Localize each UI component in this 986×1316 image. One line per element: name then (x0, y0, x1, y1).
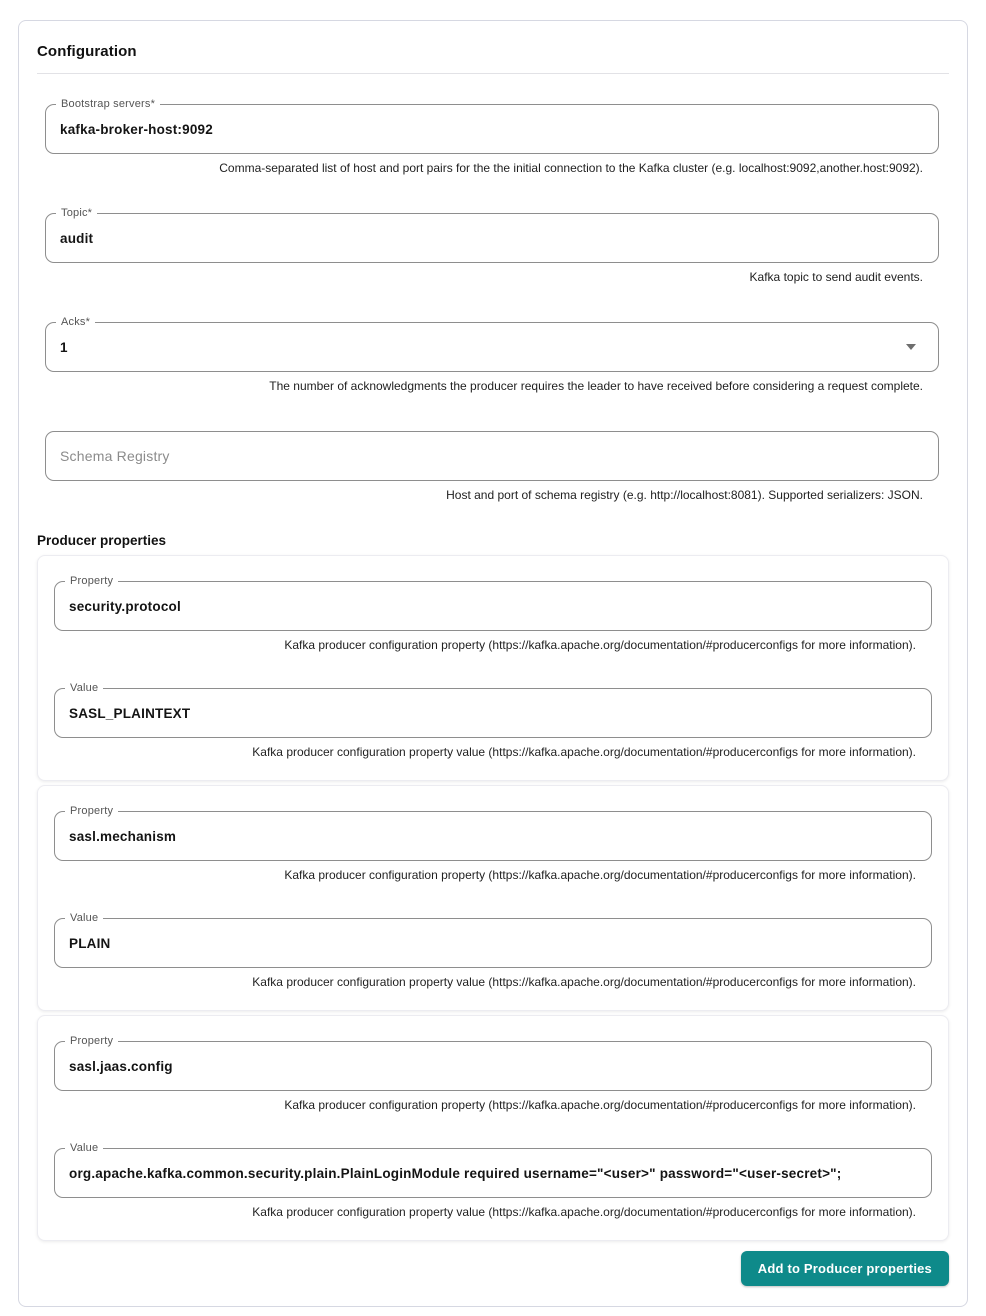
producer-properties-heading: Producer properties (37, 533, 167, 548)
bootstrap-servers-helper: Comma-separated list of host and port pairs for the the initial connection to the Kafka cluster (e.g. localhost:9092,another.host:9092). (219, 161, 923, 175)
property-field-block (54, 575, 932, 653)
acks-selected-value: 1 (60, 339, 68, 355)
acks-select[interactable] (45, 316, 939, 372)
value-helper: Kafka producer configuration property value (https://kafka.apache.org/documentation/#producerconfigs for more information). (252, 975, 916, 989)
value-label: Value (65, 1141, 103, 1156)
property-field-block (54, 1035, 932, 1113)
property-helper: Kafka producer configuration property (https://kafka.apache.org/documentation/#producerconfigs for more information). (284, 1098, 916, 1112)
producer-property-card (37, 1015, 949, 1241)
property-helper: Kafka producer configuration property (https://kafka.apache.org/documentation/#producerconfigs for more information). (284, 868, 916, 882)
value-label: Value (65, 681, 103, 696)
value-field[interactable] (54, 1142, 932, 1198)
bootstrap-servers-field-block (45, 98, 939, 176)
configuration-panel (18, 20, 968, 1307)
value-input[interactable] (69, 706, 917, 721)
schema-registry-field[interactable] (45, 431, 939, 481)
property-field[interactable] (54, 1035, 932, 1091)
bootstrap-servers-input[interactable] (60, 122, 924, 137)
property-input[interactable] (69, 829, 917, 844)
schema-registry-field-block (45, 431, 939, 503)
add-to-producer-properties-button[interactable]: Add to Producer properties (741, 1251, 949, 1286)
producer-property-card (37, 785, 949, 1011)
topic-field[interactable] (45, 207, 939, 263)
value-input[interactable] (69, 1166, 917, 1181)
bootstrap-servers-field[interactable] (45, 98, 939, 154)
acks-helper: The number of acknowledgments the producer requires the leader to have received before considering a request complete. (269, 379, 923, 393)
acks-label: Acks* (56, 315, 95, 330)
schema-registry-input[interactable] (60, 449, 924, 464)
value-field-block (54, 682, 932, 760)
value-field-block (54, 1142, 932, 1220)
actions-row (37, 1251, 949, 1286)
value-field[interactable] (54, 682, 932, 738)
page-title: Configuration (37, 43, 137, 60)
property-input[interactable] (69, 1059, 917, 1074)
title-divider (37, 73, 949, 74)
bootstrap-servers-label: Bootstrap servers* (56, 97, 160, 112)
chevron-down-icon[interactable] (906, 344, 916, 350)
value-helper: Kafka producer configuration property value (https://kafka.apache.org/documentation/#producerconfigs for more information). (252, 1205, 916, 1219)
value-helper: Kafka producer configuration property value (https://kafka.apache.org/documentation/#producerconfigs for more information). (252, 745, 916, 759)
value-input[interactable] (69, 936, 917, 951)
topic-field-block (45, 207, 939, 285)
value-field[interactable] (54, 912, 932, 968)
property-label: Property (65, 574, 118, 589)
property-input[interactable] (69, 599, 917, 614)
property-field[interactable] (54, 575, 932, 631)
property-helper: Kafka producer configuration property (https://kafka.apache.org/documentation/#producerconfigs for more information). (284, 638, 916, 652)
property-label: Property (65, 1034, 118, 1049)
producer-property-card (37, 555, 949, 781)
acks-field-block (45, 316, 939, 394)
topic-label: Topic* (56, 206, 97, 221)
schema-registry-helper: Host and port of schema registry (e.g. http://localhost:8081). Supported serializers: JSON. (446, 488, 923, 502)
value-field-block (54, 912, 932, 990)
property-field-block (54, 805, 932, 883)
property-label: Property (65, 804, 118, 819)
topic-input[interactable] (60, 231, 924, 246)
property-field[interactable] (54, 805, 932, 861)
topic-helper: Kafka topic to send audit events. (749, 270, 923, 284)
value-label: Value (65, 911, 103, 926)
